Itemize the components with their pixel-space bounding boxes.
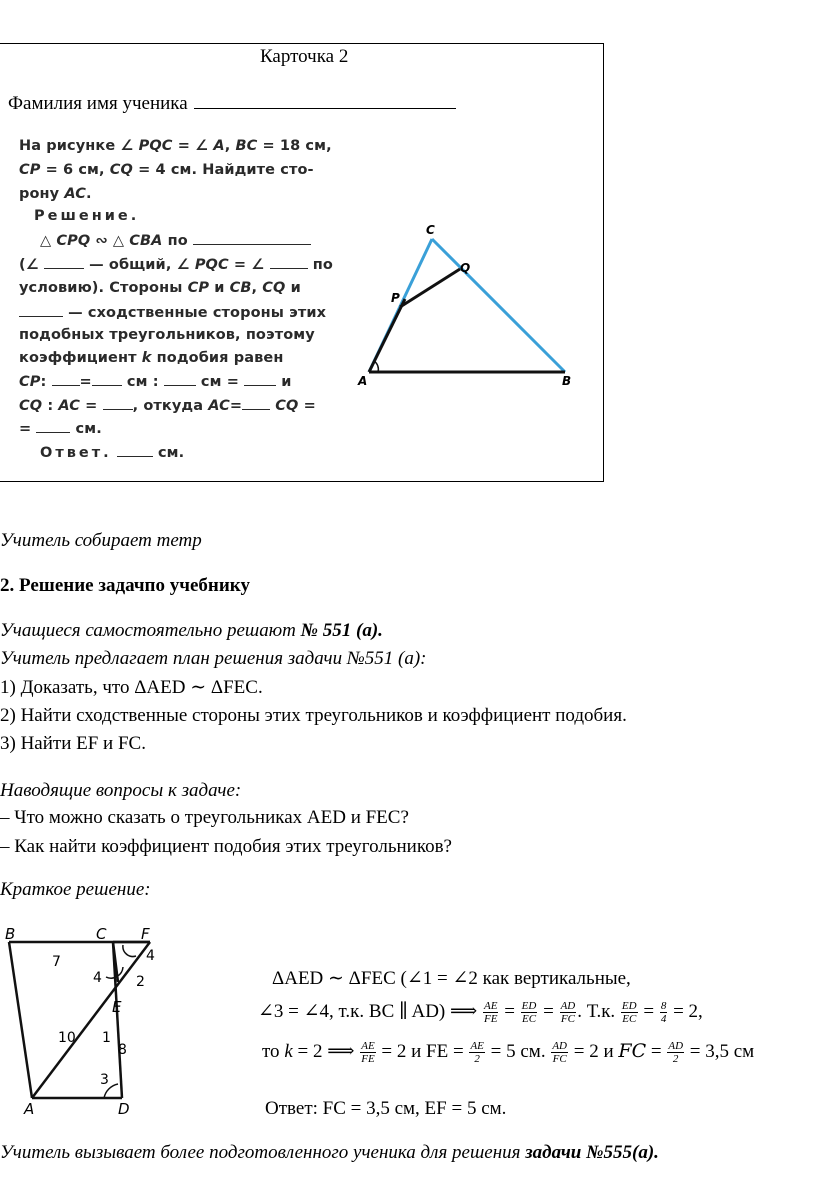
label-C: C xyxy=(426,223,435,237)
angle-1: 1 xyxy=(102,1030,111,1046)
length-4-top: 4 xyxy=(146,948,155,964)
label-B: B xyxy=(5,925,16,943)
student-name-line xyxy=(8,92,456,115)
triangle-figure-card xyxy=(350,215,590,395)
section-2-heading: 2. Решение задачпо учебнику xyxy=(0,575,250,596)
angle-3: 3 xyxy=(100,1072,109,1088)
solution-line-8: CQ : AC = , откуда AC= CQ = xyxy=(19,398,316,414)
label-F: F xyxy=(141,925,150,943)
length-7: 7 xyxy=(52,954,61,970)
student-name-label: Фамилия имя ученика xyxy=(8,93,188,114)
solution-line-6: коэффициент k подобия равен xyxy=(19,350,284,366)
teacher-calls-student: Учитель вызывает более подготовленного ученика для решения задачи №555(а). xyxy=(0,1142,659,1163)
label-P: P xyxy=(391,291,400,305)
label-B: B xyxy=(562,374,572,388)
trapezoid-figure xyxy=(0,922,200,1122)
length-4: 4 xyxy=(93,970,102,986)
length-2: 2 xyxy=(136,974,145,990)
solution-line-b: ∠3 = ∠4, т.к. BC ∥ AD) ⟹ $\frac{AE}{FE}$ = $\frac{ED}{EC}$ = $\frac{AD}{FC}$ . Т.к. $\frac{ED}{EC}$ = $\frac{8}{4}$ = 2, xyxy=(258,1000,703,1026)
solution-line-9: = см. xyxy=(19,421,102,437)
solution-line-1: △ CPQ ∾ △ CBA по xyxy=(40,232,360,249)
name-blank xyxy=(194,92,456,109)
length-10: 10 xyxy=(58,1030,76,1046)
solution-line-3: условию). Стороны CP и CB, CQ и xyxy=(19,280,301,296)
label-Q: Q xyxy=(460,261,471,275)
label-A: A xyxy=(358,374,368,388)
length-8: 8 xyxy=(118,1042,127,1058)
label-D: D xyxy=(118,1100,130,1118)
solution-line-c: то k = 2 ⟹ $\frac{AE}{FE}$ = 2 и FE = $\frac{AE}{2}$ = 5 см. $\frac{AD}{FC}$ = 2 и FC = $\frac{AD}{2}$ = 3,5 см xyxy=(262,1040,755,1066)
plan-step-2: 2) Найти сходственные стороны этих треугольников и коэффициент подобия. xyxy=(0,705,627,726)
plan-step-1: 1) Доказать, что ΔAED ∼ ΔFEC. xyxy=(0,677,263,698)
label-A: A xyxy=(24,1100,35,1118)
brief-solution-title: Краткое решение: xyxy=(0,879,151,900)
solution-line-a: ΔAED ∼ ΔFEC (∠1 = ∠2 как вертикальные, xyxy=(272,968,631,989)
answer: Ответ: FC = 3,5 см, EF = 5 см. xyxy=(265,1098,507,1119)
solution-line-7: CP: = см : см = и xyxy=(19,374,292,390)
solution-line-4: — сходственные стороны этих xyxy=(19,304,339,321)
card-title: Карточка 2 xyxy=(260,46,349,67)
guiding-title: Наводящие вопросы к задаче: xyxy=(0,780,242,801)
teacher-plan: Учитель предлагает план решения задачи №551 (а): xyxy=(0,648,427,669)
answer-line: Ответ. см. xyxy=(40,445,185,461)
task-line-3: рону AC. xyxy=(19,186,92,202)
students-solve: Учащиеся самостоятельно решают № 551 (а). xyxy=(0,620,383,641)
task-line-1: На рисунке ∠ PQC = ∠ A, BC = 18 см, xyxy=(19,138,332,154)
task-line-2: CP = 6 см, CQ = 4 см. Найдите сто- xyxy=(19,162,314,178)
label-E: E xyxy=(112,998,122,1016)
solution-line-5: подобных треугольников, поэтому xyxy=(19,327,315,343)
question-2: – Как найти коэффициент подобия этих треугольников? xyxy=(0,836,452,857)
teacher-collects: Учитель собирает тетр xyxy=(0,530,202,551)
label-C: C xyxy=(96,925,107,943)
solution-line-2: (∠ — общий, ∠ PQC = ∠ по xyxy=(19,257,333,273)
solution-label: Решение. xyxy=(34,208,140,224)
plan-step-3: 3) Найти EF и FC. xyxy=(0,733,146,754)
question-1: – Что можно сказать о треугольниках AED и FEC? xyxy=(0,807,409,828)
